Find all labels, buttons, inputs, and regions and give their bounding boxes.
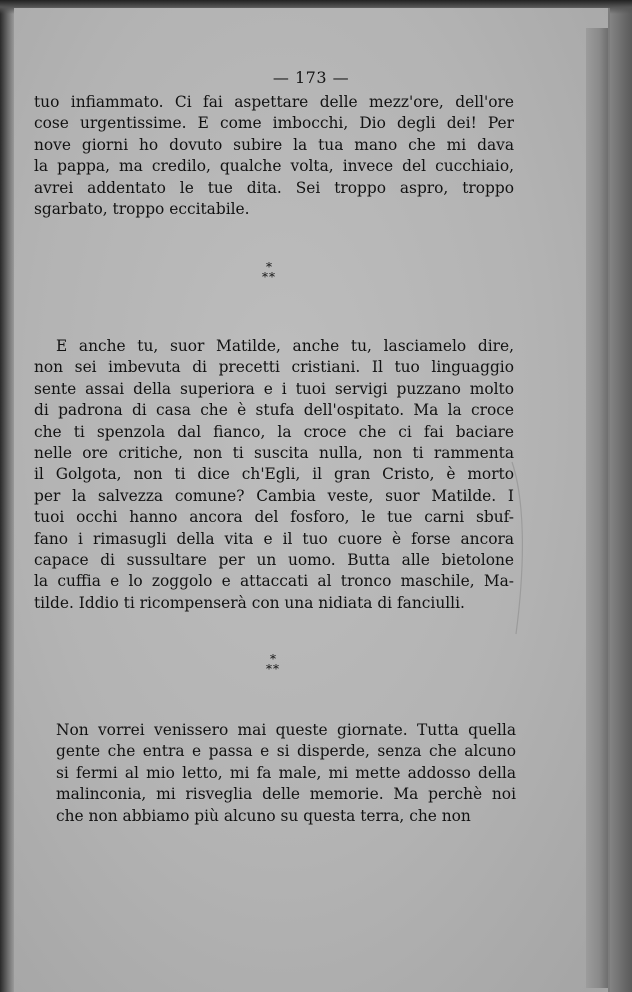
paragraph-3 [56,720,516,827]
book-page [14,8,610,992]
text-line: che ti spenzola dal fianco, la croce che ci fai baciare [34,422,514,441]
text-line: la pappa, ma credilo, qualche volta, invece del cucchiaio, [34,157,514,176]
text-line: nelle ore critiche, non ti suscita nulla, non ti rammenta [34,444,514,463]
text-line: sgarbato, troppo eccitabile. [34,200,250,219]
page-number: — 173 — [272,68,350,87]
text-line: si fermi al mio letto, mi fa male, mi mette addosso della [56,763,516,782]
page-fore-edge [586,28,608,988]
asterism-bottom: ** [262,270,276,284]
text-line: tuo infiammato. Ci fai aspettare delle mezz'ore, dell'ore [34,93,514,111]
text-line: fano i rimasugli della vita e il tuo cuore è forse ancora [34,529,514,548]
text-line: gente che entra e passa e si disperde, senza che alcuno [56,742,516,761]
text-line: malinconia, mi risveglia delle memorie. Ma perchè noi [56,785,516,804]
text-line: di padrona di casa che è stufa dell'ospitato. Ma la croce [34,401,514,420]
text-line: il Golgota, non ti dice ch'Egli, il gran Cristo, è morto [34,465,514,484]
asterism-top: * [270,652,276,666]
pencil-annotation-mark [502,458,532,638]
text-line: tuoi occhi hanno ancora del fosforo, le tue carni sbuf- [34,508,514,527]
text-line: tilde. Iddio ti ricompenserà con una nidiata di fanciulli. [34,593,465,612]
text-line: sente assai della superiora e i tuoi servigi puzzano molto [34,379,514,398]
text-line: avrei addentato le tue dita. Sei troppo aspro, troppo [34,178,514,197]
asterism-separator [254,262,284,286]
text-line: Non vorrei venissero mai queste giornate. Tutta quella [56,721,516,739]
paragraph-2 [34,336,514,614]
text-line: non sei imbevuta di precetti cristiani. Il tuo linguaggio [34,358,514,377]
text-line: cose urgentissime. E come imbocchi, Dio degli dei! Per [34,114,514,133]
text-line: E anche tu, suor Matilde, anche tu, lasciamelo dire, [56,337,514,355]
text-line: nove giorni ho dovuto subire la tua mano che mi dava [34,135,514,154]
text-line: la cuffia e lo zoggolo e attaccati al tronco maschile, Ma- [34,572,514,591]
asterism-top: * [266,260,272,274]
text-line: capace di sussultare per un uomo. Butta alle bietolone [34,551,514,570]
asterism-bottom: ** [266,662,280,676]
text-line: per la salvezza comune? Cambia veste, suor Matilde. I [34,486,514,505]
text-line: che non abbiamo più alcuno su questa terra, che non [56,806,471,825]
asterism-separator [258,654,288,678]
paragraph-1 [34,92,514,220]
